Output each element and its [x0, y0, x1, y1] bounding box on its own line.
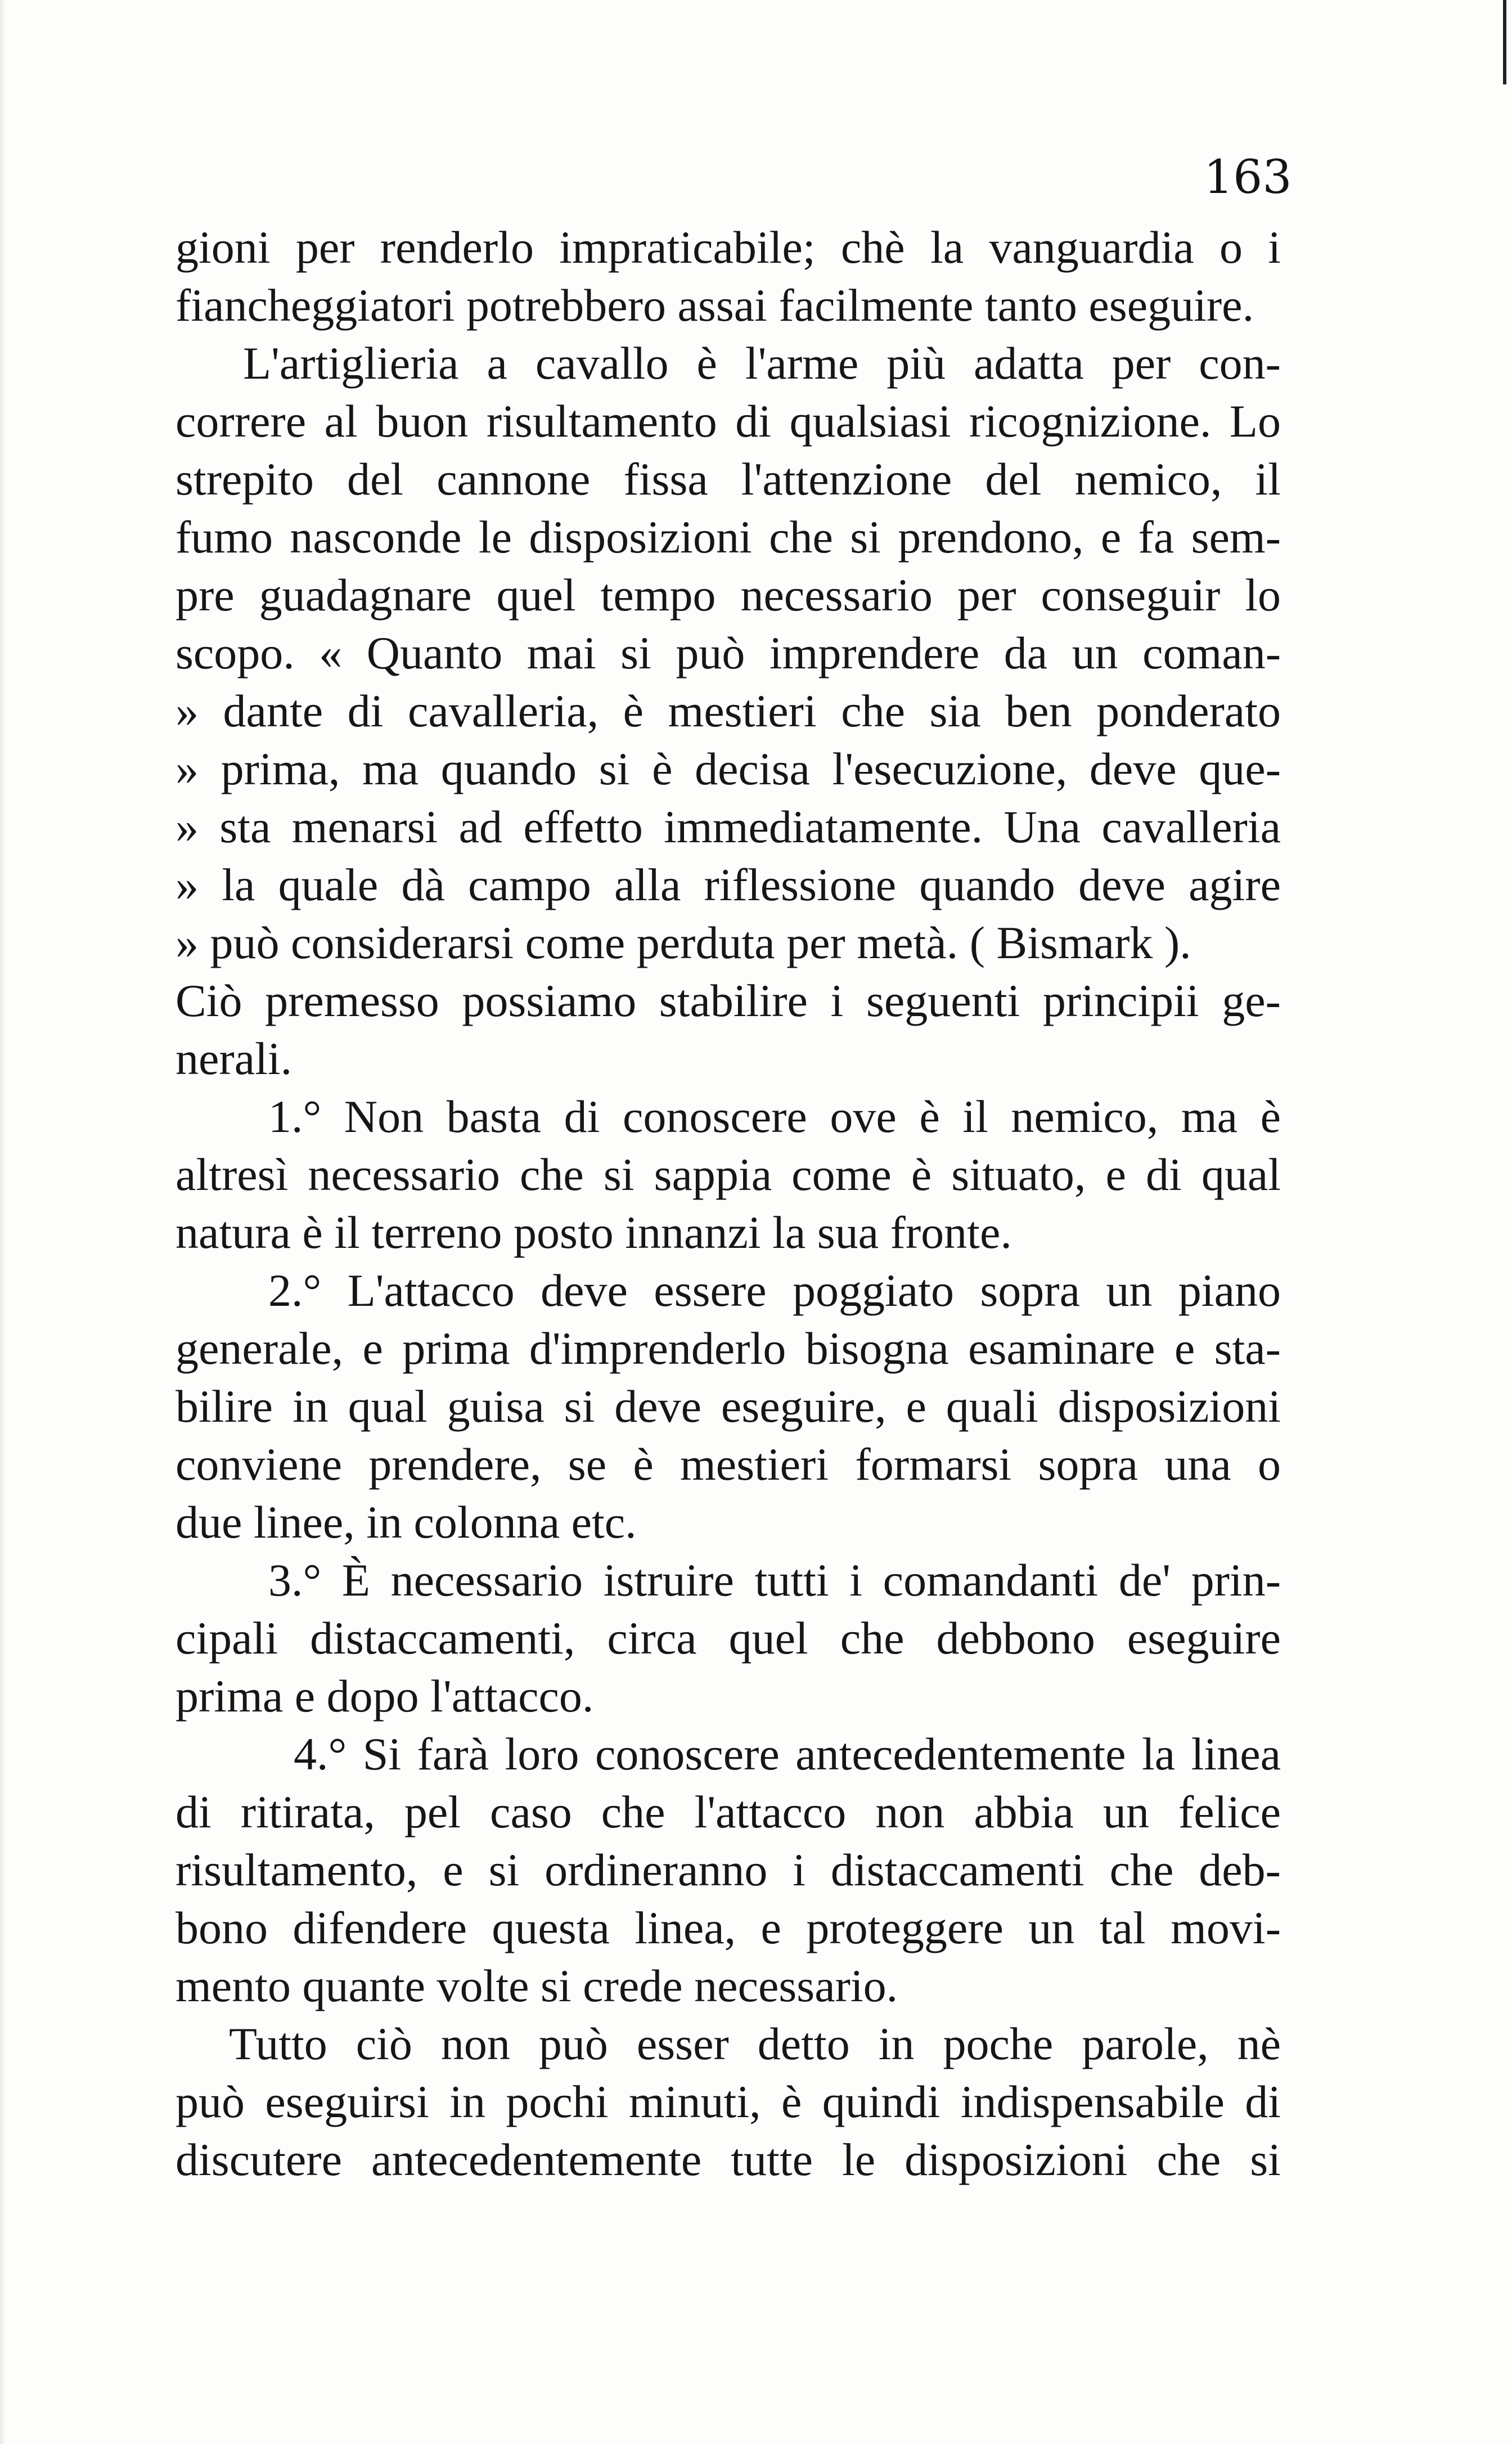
text-line: natura è il terreno posto innanzi la sua fronte.: [176, 1207, 1012, 1258]
page-edge-mark: [1503, 0, 1506, 84]
text-line: correre al buon risultamento di qualsiasi ricognizione. Lo: [176, 396, 1281, 447]
text-line: 3.° È necessario istruire tutti i comandanti de' prin-: [268, 1555, 1281, 1606]
text-line: bono difendere questa linea, e proteggere un tal movi-: [176, 1902, 1281, 1953]
text-line: 4.° Si farà loro conoscere antecedentemente la linea: [294, 1728, 1281, 1780]
text-line: di ritirata, pel caso che l'attacco non abbia un felice: [176, 1786, 1281, 1838]
text-line: 1.° Non basta di conoscere ove è il nemico, ma è: [268, 1091, 1281, 1142]
text-line: altresì necessario che si sappia come è situato, e di qual: [176, 1149, 1281, 1200]
text-line: » prima, ma quando si è decisa l'esecuzione, deve que-: [176, 743, 1281, 794]
text-line: conviene prendere, se è mestieri formarsi sopra una o: [176, 1439, 1281, 1490]
text-line: Tutto ciò non può esser detto in poche parole, nè: [229, 2018, 1281, 2069]
text-line: » la quale dà campo alla riflessione quando deve agire: [176, 859, 1281, 910]
text-line: prima e dopo l'attacco.: [176, 1670, 594, 1722]
text-line: gioni per renderlo impraticabile; chè la vanguardia o i: [176, 222, 1281, 273]
body-text: [176, 218, 1281, 2189]
text-line: » può considerarsi come perduta per metà. ( Bismark ).: [176, 917, 1191, 968]
text-line: mento quante volte si crede necessario.: [176, 1960, 898, 2011]
text-line: pre guadagnare quel tempo necessario per conseguir lo: [176, 569, 1281, 621]
text-line: scopo. « Quanto mai si può imprendere da un coman-: [176, 627, 1281, 679]
text-line: fiancheggiatori potrebbero assai facilmente tanto eseguire.: [176, 280, 1254, 331]
text-line: Ciò premesso possiamo stabilire i seguenti principii ge-: [176, 975, 1281, 1026]
text-line: strepito del cannone fissa l'attenzione del nemico, il: [176, 453, 1281, 505]
text-line: nerali.: [176, 1033, 292, 1084]
text-line: due linee, in colonna etc.: [176, 1497, 637, 1548]
text-line: generale, e prima d'imprenderlo bisogna esaminare e sta-: [176, 1323, 1281, 1374]
text-line: » sta menarsi ad effetto immediatamente. Una cavalleria: [176, 801, 1281, 852]
text-line: » dante di cavalleria, è mestieri che sia ben ponderato: [176, 685, 1281, 736]
text-line: risultamento, e si ordineranno i distaccamenti che deb-: [176, 1844, 1281, 1895]
text-line: 2.° L'attacco deve essere poggiato sopra un piano: [268, 1265, 1281, 1316]
text-line: L'artiglieria a cavallo è l'arme più adatta per con-: [243, 338, 1281, 389]
text-line: cipali distaccamenti, circa quel che debbono eseguire: [176, 1612, 1281, 1664]
text-line: fumo nasconde le disposizioni che si prendono, e fa sem-: [176, 511, 1281, 563]
text-line: discutere antecedentemente tutte le disposizioni che si: [176, 2134, 1281, 2185]
page-number: 163: [1204, 151, 1292, 204]
text-line: bilire in qual guisa si deve eseguire, e quali disposizioni: [176, 1381, 1281, 1432]
text-line: può eseguirsi in pochi minuti, è quindi indispensabile di: [176, 2076, 1281, 2127]
page-gutter-shadow: [0, 0, 6, 2444]
